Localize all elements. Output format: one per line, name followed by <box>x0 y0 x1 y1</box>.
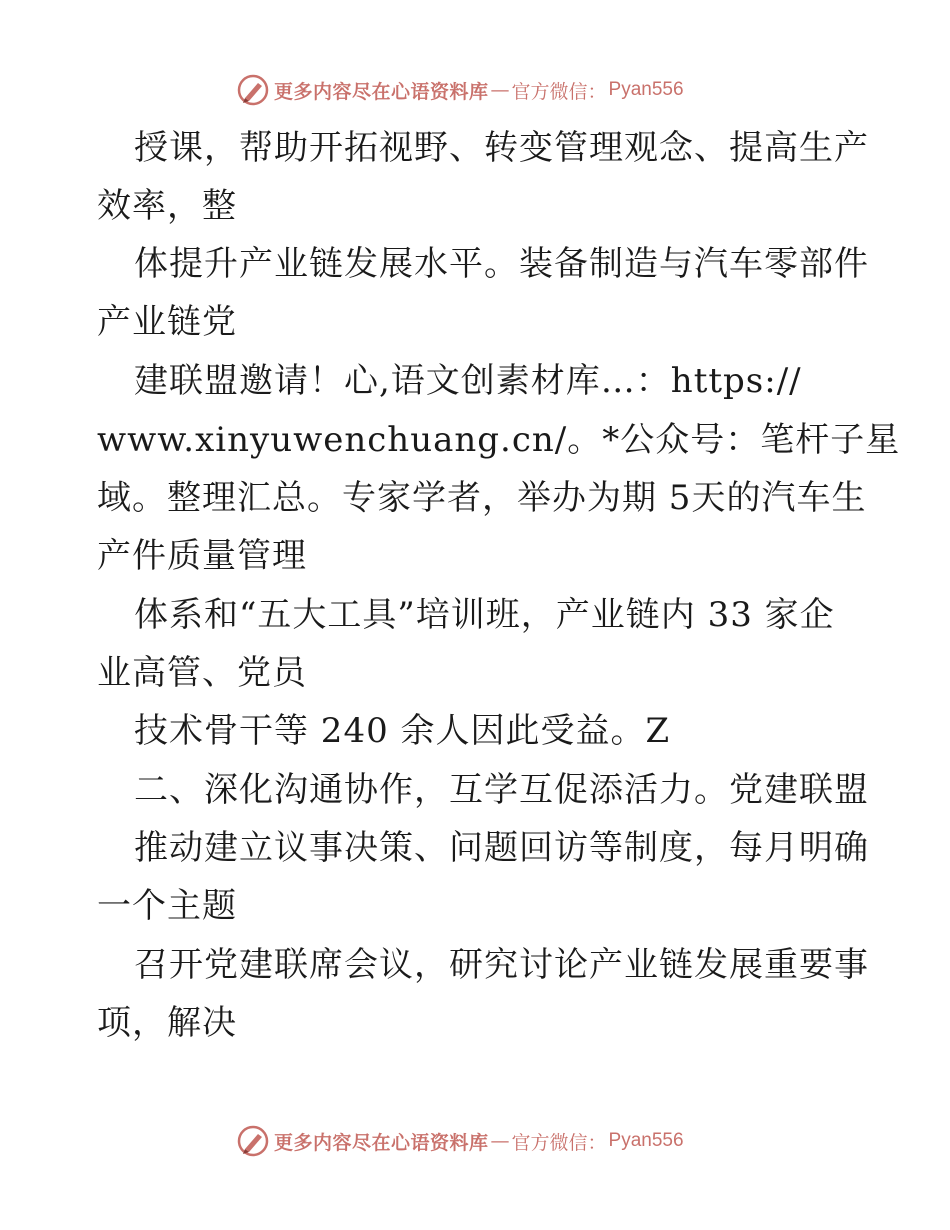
text-line: 项，解决 <box>97 1003 237 1043</box>
pen-logo-icon <box>236 1124 270 1158</box>
text-line: www.xinyuwenchuang.cn/。*公众号：笔杆子星 <box>97 420 901 460</box>
text-line: 召开党建联席会议，研究讨论产业链发展重要事 <box>134 945 869 985</box>
watermark-wechat-id: Pyan556 <box>608 79 684 100</box>
text-line: 二、深化沟通协作，互学互促添活力。党建联盟 <box>134 770 869 810</box>
watermark-wechat-id: Pyan556 <box>608 1130 684 1151</box>
watermark-dash: — <box>490 79 510 101</box>
text-line: 产业链党 <box>97 302 237 342</box>
watermark-wechat-label: 官方微信： <box>511 80 607 103</box>
watermark-wechat-label: 官方微信： <box>511 1131 607 1154</box>
text-line: 建联盟邀请！心,语文创素材库…：https:// <box>134 361 802 401</box>
text-line: 技术骨干等 240 余人因此受益。Z <box>134 711 671 751</box>
text-line: 授课，帮助开拓视野、转变管理观念、提高生产 <box>134 128 869 168</box>
watermark-site-name: 更多内容尽在心语资料库 <box>274 80 489 103</box>
text-line: 体提升产业链发展水平。装备制造与汽车零部件 <box>134 244 869 284</box>
text-line: 体系和“五大工具”培训班，产业链内 33 家企 <box>134 595 835 635</box>
text-line: 域。整理汇总。专家学者，举办为期 5天的汽车生 <box>97 478 867 518</box>
text-line: 一个主题 <box>97 886 237 926</box>
text-line: 业高管、党员 <box>97 653 307 693</box>
text-line: 推动建立议事决策、问题回访等制度，每月明确 <box>134 828 869 868</box>
footer-watermark <box>236 1123 756 1159</box>
watermark-dash: — <box>490 1130 510 1152</box>
text-line: 效率，整 <box>97 186 237 226</box>
text-line: 产件质量管理 <box>97 536 307 576</box>
watermark-site-name: 更多内容尽在心语资料库 <box>274 1131 489 1154</box>
